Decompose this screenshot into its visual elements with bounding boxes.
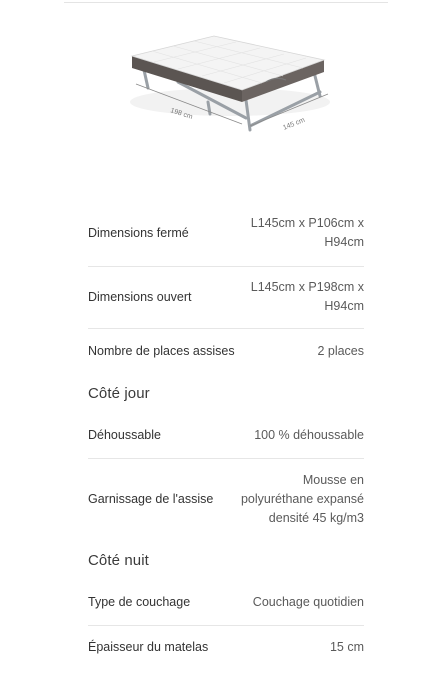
spec-label: Garnissage de l'assise xyxy=(88,492,214,506)
width-dimension-label: 145 cm xyxy=(282,116,307,132)
spec-value-line: L145cm x P198cm x xyxy=(250,280,364,294)
spec-value: Couchage quotidien xyxy=(252,595,364,609)
sofa-bed-illustration xyxy=(118,30,338,150)
row-divider xyxy=(88,458,364,459)
spec-value: 15 cm xyxy=(329,640,364,654)
section-title-night-side: Côté nuit xyxy=(88,552,149,569)
spec-value xyxy=(251,214,364,252)
row-divider xyxy=(88,625,364,626)
spec-label: Type de couchage xyxy=(88,595,191,609)
spec-value: 2 places xyxy=(317,344,364,358)
spec-row-removable-cover xyxy=(88,426,364,445)
spec-row-sleep-type xyxy=(88,593,364,612)
row-divider xyxy=(88,266,364,267)
spec-value xyxy=(251,278,364,316)
spec-label: Dimensions ouvert xyxy=(88,289,192,304)
spec-label: Épaisseur du matelas xyxy=(88,640,209,654)
spec-label: Déhoussable xyxy=(88,428,161,442)
spec-row-open-dimensions xyxy=(88,278,364,316)
spec-row-seats xyxy=(88,342,364,361)
spec-row-closed-dimensions xyxy=(88,214,364,252)
spec-row-seat-padding xyxy=(88,471,364,528)
top-divider xyxy=(64,2,388,3)
spec-value xyxy=(241,471,364,528)
spec-label: Dimensions fermé xyxy=(88,225,189,240)
spec-value-line: polyuréthane expansé xyxy=(240,492,364,506)
spec-label: Nombre de places assises xyxy=(88,344,235,358)
row-divider xyxy=(88,328,364,329)
spec-value: 100 % déhoussable xyxy=(254,428,364,442)
spec-value-line: densité 45 kg/m3 xyxy=(268,511,364,525)
section-title-day-side: Côté jour xyxy=(88,385,150,402)
spec-value-line: L145cm x P106cm x xyxy=(250,216,364,230)
length-dimension-label: 198 cm xyxy=(169,107,194,121)
spec-row-mattress-thickness xyxy=(88,638,364,657)
spec-value-line: Mousse en xyxy=(302,473,364,487)
spec-value-line: H94cm xyxy=(324,235,364,249)
spec-value-line: H94cm xyxy=(324,299,364,313)
